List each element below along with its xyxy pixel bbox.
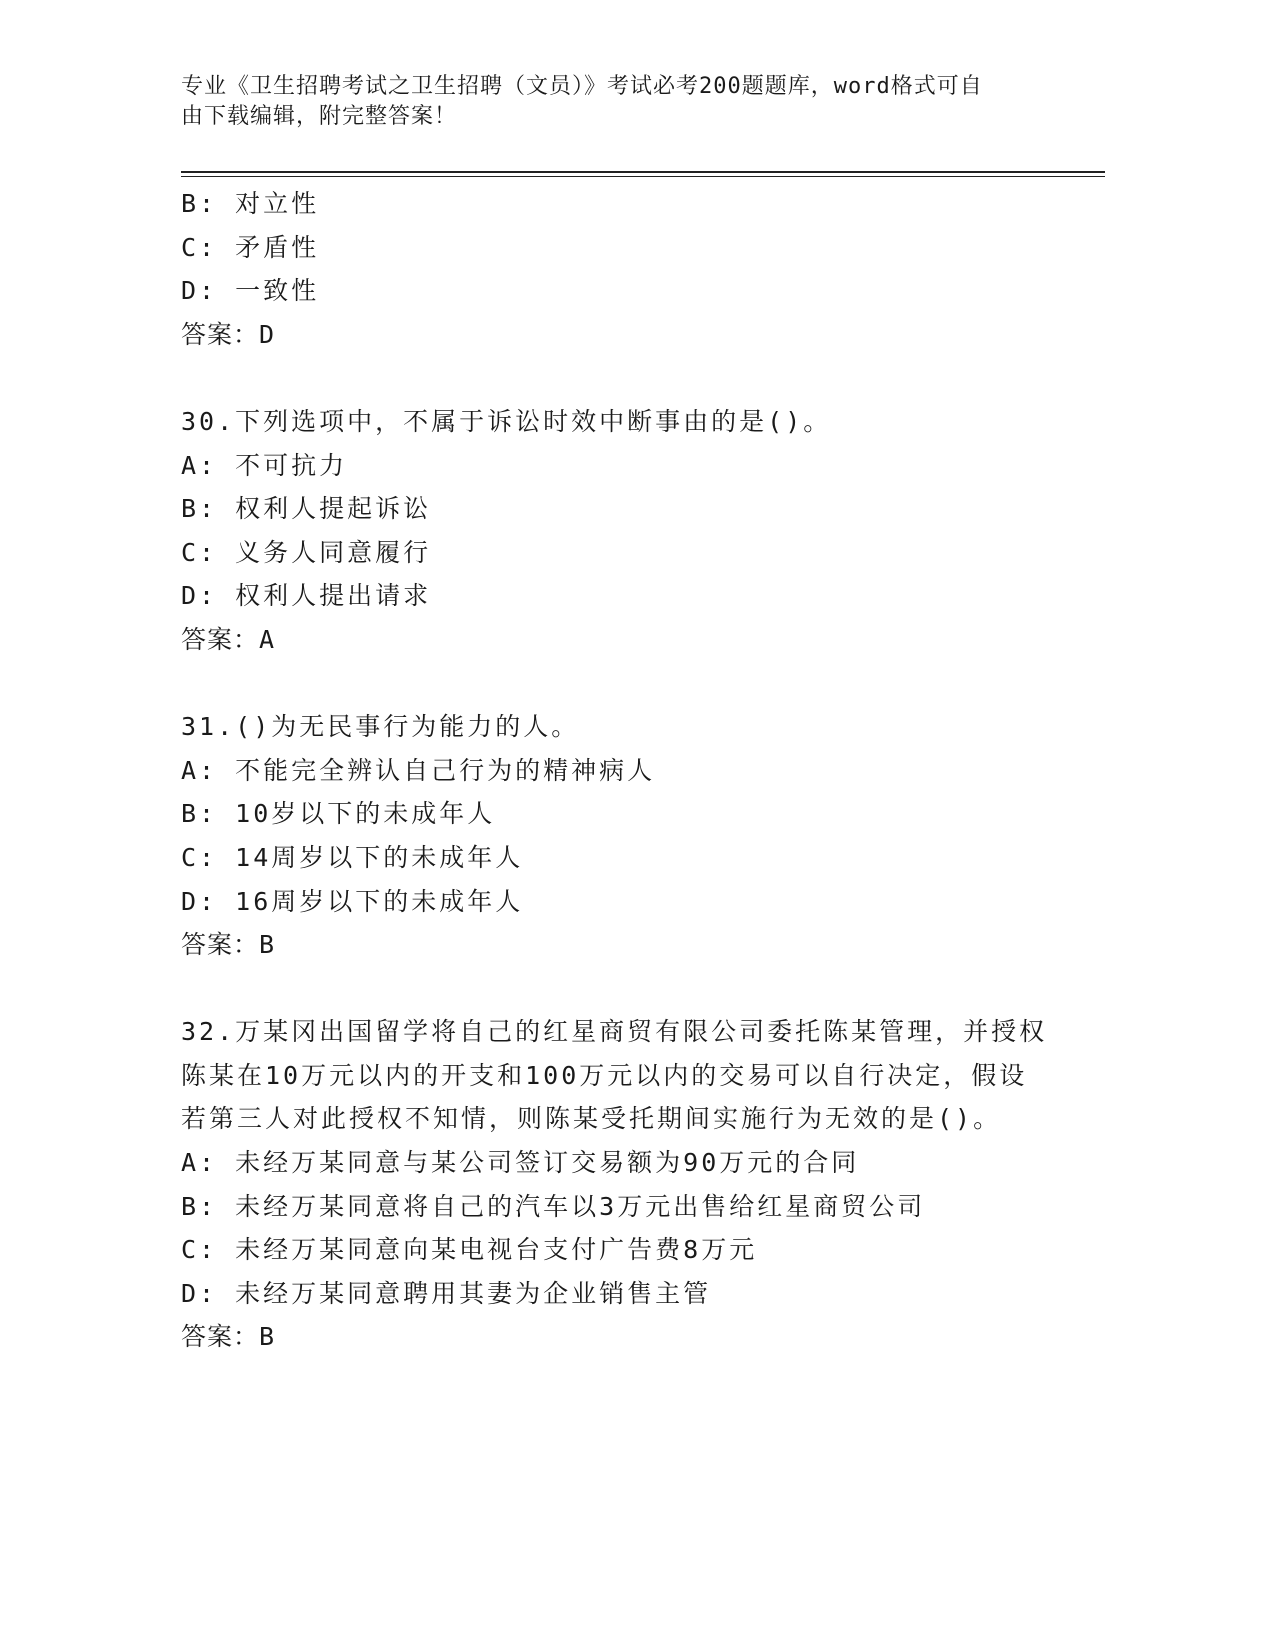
- answer: 答案：D: [181, 319, 276, 349]
- option-c: C: 未经万某同意向某电视台支付广告费8万元: [181, 1235, 758, 1265]
- option-b: B: 未经万某同意将自己的汽车以3万元出售给红星商贸公司: [181, 1191, 926, 1221]
- option-c: C: 矛盾性: [181, 232, 320, 262]
- option-d: D: 16周岁以下的未成年人: [181, 886, 524, 916]
- header-line-1: 专业《卫生招聘考试之卫生招聘（文员）》考试必考200题题库，word格式可自: [181, 74, 983, 99]
- header-divider-thin: [181, 176, 1105, 177]
- question-30: [181, 400, 1041, 662]
- option-a: A: 不可抗力: [181, 450, 348, 480]
- question-text-line-2: 陈某在10万元以内的开支和100万元以内的交易可以自行决定，假设: [181, 1060, 1028, 1090]
- option-c: C: 义务人同意履行: [181, 537, 432, 567]
- option-d: D: 一致性: [181, 276, 320, 306]
- option-a: A: 未经万某同意与某公司签订交易额为90万元的合同: [181, 1148, 860, 1178]
- question-29-tail: [181, 182, 1041, 356]
- question-text-line-3: 若第三人对此授权不知情，则陈某受托期间实施行为无效的是()。: [181, 1104, 1002, 1134]
- answer: 答案：B: [181, 930, 276, 960]
- question-31: [181, 705, 1041, 967]
- header-divider-thick: [181, 171, 1105, 173]
- question-text: 30.下列选项中，不属于诉讼时效中断事由的是()。: [181, 406, 832, 436]
- option-b: B: 对立性: [181, 189, 320, 218]
- question-32: [181, 1010, 1048, 1359]
- option-a: A: 不能完全辨认自己行为的精神病人: [181, 755, 656, 785]
- header-line-2: 由下载编辑，附完整答案！: [181, 104, 458, 129]
- question-text-line-1: 32.万某冈出国留学将自己的红星商贸有限公司委托陈某管理，并授权: [181, 1017, 1048, 1047]
- option-c: C: 14周岁以下的未成年人: [181, 842, 524, 872]
- question-list: [181, 182, 1048, 1359]
- option-d: D: 权利人提出请求: [181, 581, 432, 611]
- option-d: D: 未经万某同意聘用其妻为企业销售主管: [181, 1278, 712, 1308]
- document-header: [181, 72, 1041, 132]
- option-b: B: 权利人提起诉讼: [181, 494, 432, 524]
- answer: 答案：A: [181, 624, 276, 654]
- answer: 答案：B: [181, 1322, 276, 1352]
- question-text: 31.()为无民事行为能力的人。: [181, 712, 580, 742]
- option-b: B: 10岁以下的未成年人: [181, 799, 496, 829]
